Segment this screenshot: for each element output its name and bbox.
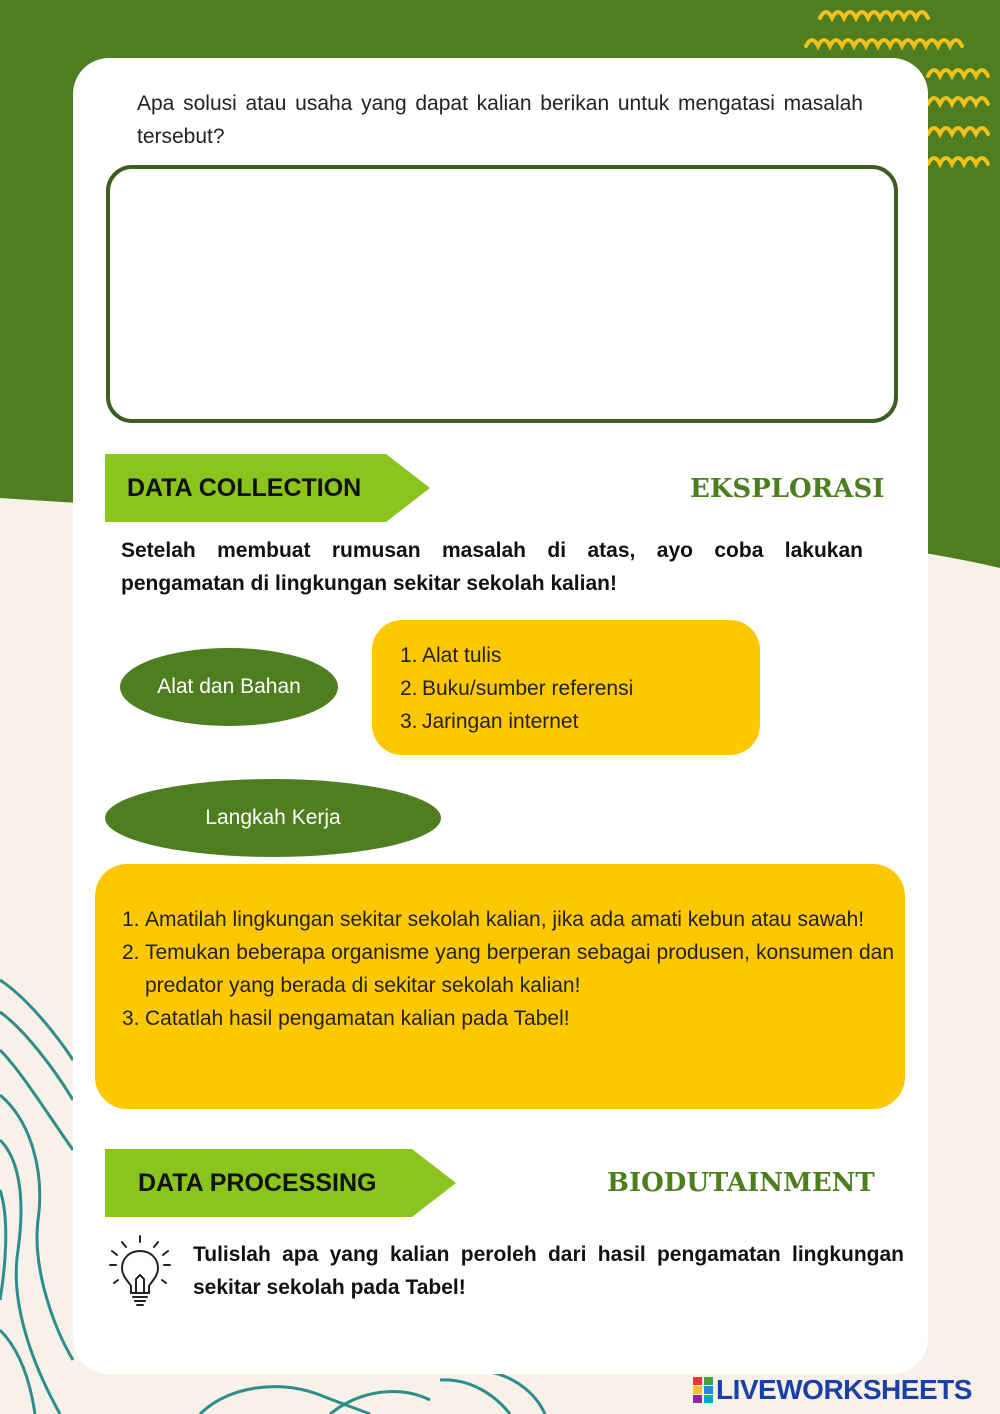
data-collection-title: DATA COLLECTION [127,473,362,502]
tools-list [400,639,633,738]
list-item: 1. Alat tulis [400,644,502,667]
observation-instruction: Setelah membuat rumusan masalah di atas, ayo coba lakukan pengamatan di lingkungan sekitar sekolah kalian! [121,539,863,595]
list-item: 2. Temukan beberapa organisme yang berperan sebagai produsen, konsumen dan predator yang berada di sekitar sekolah kalian! [122,941,894,997]
lightbulb-icon [108,1233,172,1313]
steps-label-pill: Langkah Kerja [105,779,441,857]
steps-list-box [95,864,905,1109]
data-collection-banner [105,454,386,522]
data-processing-banner [105,1149,412,1217]
list-item: 3. Jaringan internet [400,710,579,733]
biodutainment-tag: BIODUTAINMENT [607,1168,875,1198]
table-instruction: Tulislah apa yang kalian peroleh dari hasil pengamatan lingkungan sekitar sekolah pada Tabel! [193,1243,904,1299]
tools-label-pill: Alat dan Bahan [120,648,338,726]
tools-list-box [372,620,760,755]
steps-list [122,903,894,1035]
liveworksheets-logo-text: LIVEWORKSHEETS [716,1374,972,1405]
list-item: 1. Amatilah lingkungan sekitar sekolah kalian, jika ada amati kebun atau sawah! [122,908,865,931]
list-item: 2. Buku/sumber referensi [400,677,634,700]
question-text: Apa solusi atau usaha yang dapat kalian berikan untuk mengatasi masalah tersebut? [137,92,863,148]
list-item: 3. Catatlah hasil pengamatan kalian pada Tabel! [122,1007,570,1030]
data-processing-title: DATA PROCESSING [138,1168,377,1197]
answer-input-box[interactable] [106,165,898,423]
eksplorasi-tag: EKSPLORASI [690,474,885,504]
liveworksheets-logo-icon [693,1377,713,1403]
liveworksheets-logo[interactable] [693,1374,972,1406]
